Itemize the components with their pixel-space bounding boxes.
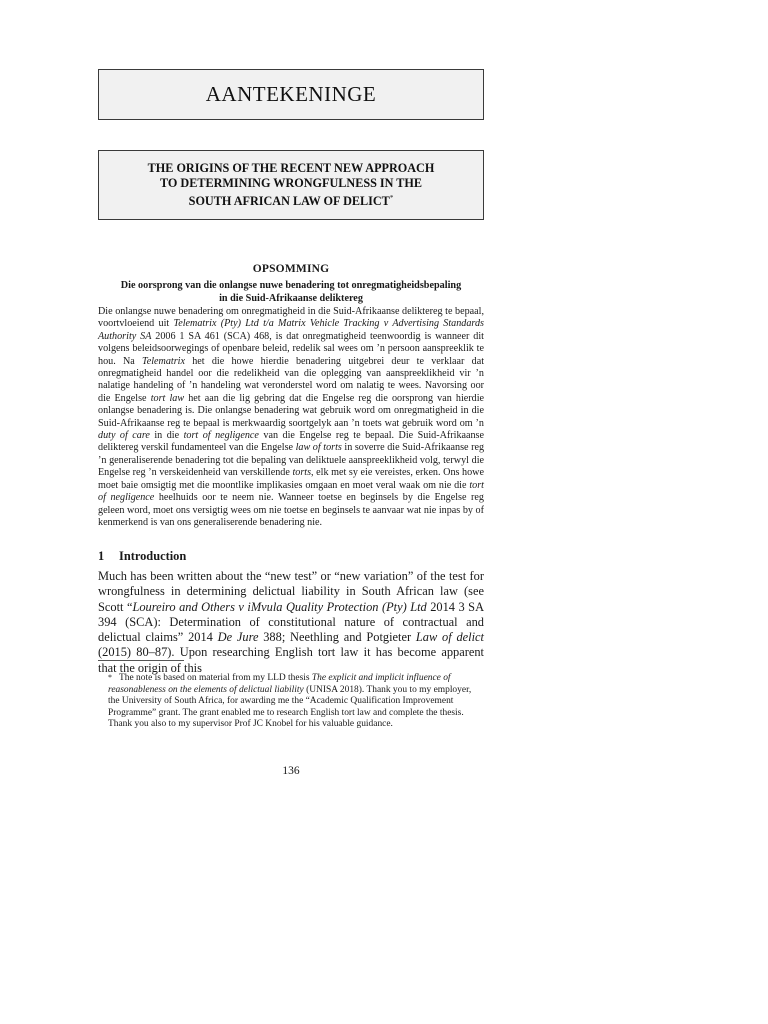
text-run: van die Engelse reg te bepaal. Die Suid-Afrikaanse deliktereg verskil fundamenteel van die Engelse [98, 430, 484, 454]
article-title-line-2: TO DETERMINING WRONGFULNESS IN THE [159, 175, 423, 190]
introduction-number: 1 [98, 549, 105, 563]
italic-text-run: duty of care [98, 430, 150, 442]
text-run: het die howe hierdie benadering uitgebrei deur te verklaar dat onregmatigheid handel oor die redelikheid van die oplegging van aanspreeklikheid vir ’n nalatige handeling of ’n handeling wat veronderstel word om nalatig te wees. Navorsing oor die Engelse [98, 355, 485, 404]
introduction-title: Introduction [119, 549, 187, 563]
italic-text-run: Loureiro and Others v iMvula Quality Protection (Pty) Ltd [132, 599, 427, 614]
article-title-box [98, 150, 484, 220]
italic-text-run: Telematrix [142, 355, 185, 367]
article-title-line-3 [189, 191, 394, 209]
text-run: het aan die lig gebring dat die Engelse reg die oorsprong van hierdie onlangse benadering is. Die onlangse benadering wat gebruik word om onregmatigheid in die Suid-Afrikaanse reg te bepaal is merkwaardig soortgelyk aan ’n toets wat gebruik word om ’n [98, 392, 484, 429]
text-run: , elk met sy eie vereistes, erken. Ons howe moet baie omsigtig met die moontlike implikasies omgaan en moet veral waak om nie die [98, 467, 484, 491]
text-run: The note is based on material from my LLD thesis [119, 673, 312, 683]
italic-text-run: tort law [150, 392, 185, 404]
text-run: Die onlangse nuwe benadering om onregmatigheid in die Suid-Afrikaanse deliktereg te bepaal, voortvloeiend uit [98, 306, 484, 330]
footnote-mark: * [108, 673, 112, 682]
text-run: heelhuids oor te neem nie. Wanneer toetse en beginsels by die Engelse reg geleen word, moet ons versigtig wees om nie toetse en beginsels te aanvaar wat nie inpas by of kenmerkend is van ons generaliserende benadering nie. [98, 492, 484, 528]
summary-paragraph [98, 306, 484, 529]
title-footnote-mark: * [389, 193, 394, 202]
section-title: AANTEKENINGE [205, 82, 377, 106]
text-run: in soverre die Suid-Afrikaanse reg ’n generaliserende benadering tot die bepaling van deliktuele aanspreeklikheid volg, terwyl die Engelse reg ’n verskeidenheid van verskillende [98, 442, 485, 479]
italic-text-run: Telematrix (Pty) Ltd t/a Matrix Vehicle Tracking v Advertising Standards Authority SA [98, 318, 484, 342]
article-title-line-1: THE ORIGINS OF THE RECENT NEW APPROACH [147, 160, 435, 175]
italic-text-run: law of torts [295, 442, 342, 454]
text-run: 2014 3 SA 394 (SCA): Determination of constitutional nature of contractual and delictual claims” 2014 [98, 599, 485, 645]
footnote-divider [98, 660, 184, 661]
summary-heading: OPSOMMING [252, 263, 330, 275]
article-title-line-3-text: SOUTH AFRICAN LAW OF DELICT [188, 194, 390, 209]
summary-subheading [98, 280, 484, 305]
summary-subheading-line-2: in die Suid-Afrikaanse deliktereg [219, 292, 363, 304]
text-run: 2006 1 SA 461 (SCA) 468, is dat onregmatigheid teenwoordig is wanneer dit volgens beleidsoorwegings of openbare beleid, redelik sal wees om ’n persoon aanspreeklik te hou. Na [98, 330, 484, 367]
text-run: Much has been written about the “new test” or “new variation” of the test for wrongfulness in determining delictual liability in South African law (see Scott “ [98, 569, 484, 614]
footnote [108, 672, 484, 731]
summary-subheading-line-1: Die oorsprong van die onlangse nuwe benadering tot onregmatigheidsbepaling [120, 280, 462, 291]
text-run: (UNISA 2018). Thank you to my employer, the University of South Africa, for awarding me the “Academic Qualification Improvement Programme” grant. The grant enabled me to research English tort law and complete the thesis. Thank you also to my supervisor Prof JC Knobel for his valuable guidance. [108, 684, 472, 730]
italic-text-run: De Jure [217, 630, 259, 645]
section-header-box [98, 69, 484, 120]
page-number: 136 [282, 765, 300, 777]
footnote-text [108, 673, 471, 729]
introduction-heading [98, 549, 186, 564]
italic-text-run: tort of negligence [98, 479, 484, 504]
text-run: (2015) 80–87). Upon researching English tort law it has become apparent that the origin of this [98, 645, 484, 675]
italic-text-run: The explicit and implicit influence of reasonableness on the elements of delictual liability [108, 673, 451, 695]
italic-text-run: Law of delict [415, 630, 484, 645]
italic-text-run: torts [292, 467, 312, 479]
italic-text-run: tort of negligence [183, 430, 259, 442]
text-run: 388; Neethling and Potgieter [258, 630, 416, 645]
text-run: in die [149, 430, 184, 442]
